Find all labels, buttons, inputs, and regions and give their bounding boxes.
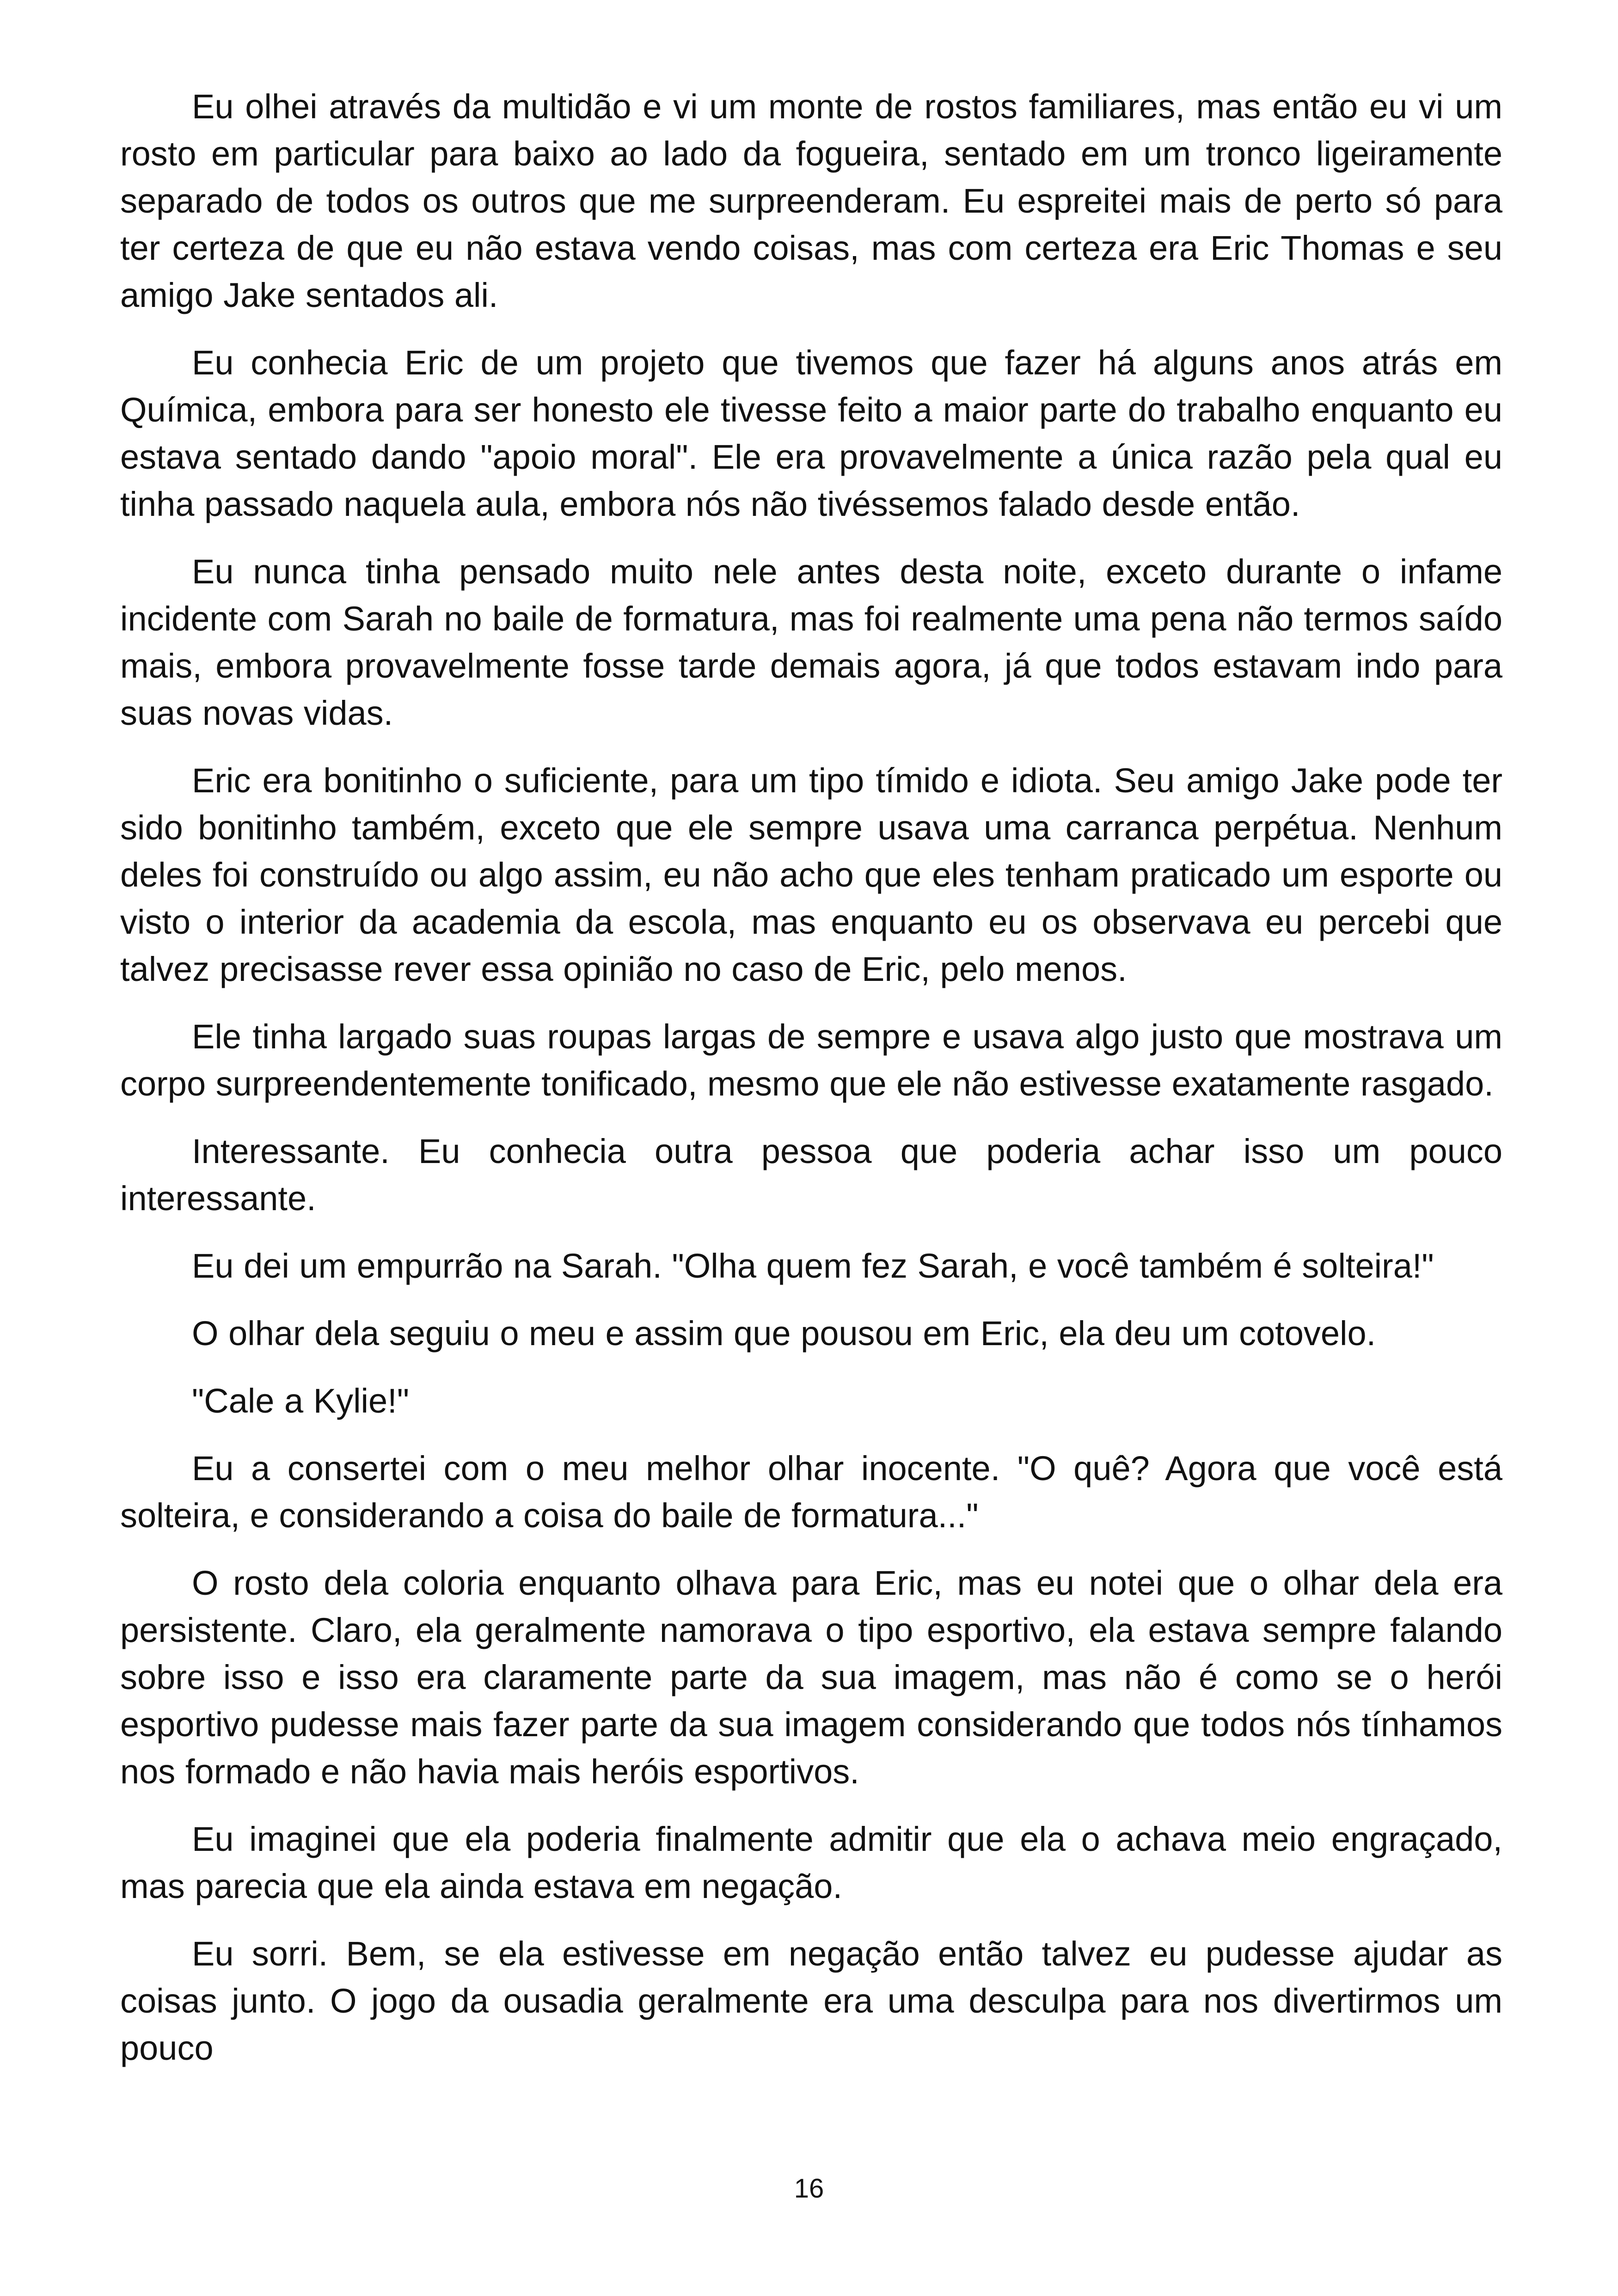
paragraph-5: Ele tinha largado suas roupas largas de sempre e usava algo justo que mostrava um corpo surpreendentemente tonificado, mesmo que ele não estivesse exatamente rasgado. — [120, 1017, 1502, 1103]
paragraph-8: O olhar dela seguiu o meu e assim que pousou em Eric, ela deu um cotovelo. — [192, 1314, 1376, 1353]
paragraph-2: Eu conhecia Eric de um projeto que tivemos que fazer há alguns anos atrás em Química, embora para ser honesto ele tivesse feito a maior parte do trabalho enquanto eu estava sentado dando "apoio moral". Ele era provavelmente a única razão pela qual eu tinha passado naquela aula, embora nós não tivéssemos falado desde então. — [120, 343, 1502, 523]
paragraph-7: Eu dei um empurrão na Sarah. "Olha quem fez Sarah, e você também é solteira!" — [192, 1247, 1434, 1285]
paragraph-6: Interessante. Eu conhecia outra pessoa que poderia achar isso um pouco interessante. — [120, 1132, 1502, 1218]
paragraph-9: "Cale a Kylie!" — [192, 1382, 409, 1420]
paragraph-4: Eric era bonitinho o suficiente, para um tipo tímido e idiota. Seu amigo Jake pode ter sido bonitinho também, exceto que ele sempre usava uma carranca perpétua. Nenhum deles foi construído ou algo assim, eu não acho que eles tenham praticado um esporte ou visto o interior da academia da escola, mas enquanto eu os observava eu percebi que talvez precisasse rever essa opinião no caso de Eric, pelo menos. — [120, 761, 1502, 988]
paragraph-10: Eu a consertei com o meu melhor olhar inocente. "O quê? Agora que você está solteira, e considerando a coisa do baile de formatura..." — [120, 1449, 1502, 1535]
paragraph-13: Eu sorri. Bem, se ela estivesse em negação então talvez eu pudesse ajudar as coisas junto. O jogo da ousadia geralmente era uma desculpa para nos divertirmos um pouco — [120, 1935, 1502, 2067]
paragraph-12: Eu imaginei que ela poderia finalmente admitir que ela o achava meio engraçado, mas parecia que ela ainda estava em negação. — [120, 1820, 1502, 1905]
paragraph-1: Eu olhei através da multidão e vi um monte de rostos familiares, mas então eu vi um rosto em particular para baixo ao lado da fogueira, sentado em um tronco ligeiramente separado de todos os outros que me surpreenderam. Eu espreitei mais de perto só para ter certeza de que eu não estava vendo coisas, mas com certeza era Eric Thomas e seu amigo Jake sentados ali. — [120, 87, 1502, 314]
paragraph-11: O rosto dela coloria enquanto olhava para Eric, mas eu notei que o olhar dela era persistente. Claro, ela geralmente namorava o tipo esportivo, ela estava sempre falando sobre isso e isso era claramente parte da sua imagem, mas não é como se o herói esportivo pudesse mais fazer parte da sua imagem considerando que todos nós tínhamos nos formado e não havia mais heróis esportivos. — [120, 1564, 1502, 1791]
paragraph-3: Eu nunca tinha pensado muito nele antes desta noite, exceto durante o infame incidente com Sarah no baile de formatura, mas foi realmente uma pena não termos saído mais, embora provavelmente fosse tarde demais agora, já que todos estavam indo para suas novas vidas. — [120, 552, 1502, 732]
document-page — [120, 83, 1502, 2072]
page-number: 16 — [794, 2174, 824, 2204]
